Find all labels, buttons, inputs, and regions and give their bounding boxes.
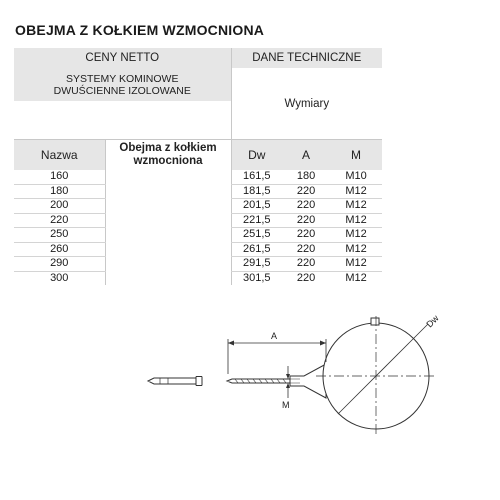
table-row [14,199,382,214]
cell-a: 220 [282,199,330,214]
cell-dw: 181,5 [231,184,282,199]
cell-name: 260 [14,242,105,257]
col-header-product [105,140,231,171]
cell-m: M12 [330,257,382,272]
table-row [14,184,382,199]
label-m: M [282,400,290,410]
price-table [14,48,382,285]
table-row [14,213,382,228]
cell-a: 220 [296,271,316,284]
cell-a: 180 [282,170,330,184]
section-prices-header: CENY NETTO [14,48,231,68]
col-header-a: A [282,140,330,171]
top-tab [371,318,379,325]
pin-shape [148,377,202,386]
col-header-product-line1: Obejma z kołkiem [119,142,217,154]
cell-name: 180 [14,184,105,199]
technical-drawing [0,300,500,500]
cell-product [105,228,231,243]
cell-a: 220 [282,213,330,228]
cell-m: M12 [330,242,382,257]
col-header-m: M [330,140,382,171]
table-row [14,257,382,272]
cell-product [105,242,231,257]
cell-a: 220 [282,184,330,199]
cell-product [105,213,231,228]
blank-cell [14,101,231,140]
cell-a: 220 [282,228,330,243]
threaded-rod [227,379,290,383]
group-label-line2: DWUŚCIENNE IZOLOWANE [53,84,191,97]
group-label-line1: SYSTEMY KOMINOWE [66,72,179,85]
section-technical-header: DANE TECHNICZNE [231,48,382,68]
cell-product [105,199,231,214]
cell-name: 300 [50,271,69,284]
cell-product [105,271,231,285]
cell-name: 220 [14,213,105,228]
cell-product [105,257,231,272]
cell-product [105,170,231,184]
cell-name: 200 [14,199,105,214]
label-a: A [271,331,278,341]
table-row [14,271,382,285]
table-body [14,170,382,285]
cell-a: 220 [282,257,330,272]
table-row [14,228,382,243]
cell-product [105,184,231,199]
cone-shape [290,364,326,398]
cell-m: M12 [330,199,382,214]
cell-m: M12 [345,271,367,284]
table-row [14,242,382,257]
cell-name: 250 [14,228,105,243]
cell-dw: 261,5 [231,242,282,257]
cell-name: 160 [14,170,105,184]
page-title: OBEJMA Z KOŁKIEM WZMOCNIONA [15,22,265,38]
cell-dw: 221,5 [231,213,282,228]
col-header-name: Nazwa [14,140,105,171]
dimensions-label: Wymiary [231,68,382,140]
col-header-product-line2: wzmocniona [133,155,203,167]
cell-m: M12 [330,184,382,199]
table-row [14,170,382,184]
cell-dw: 291,5 [231,257,282,272]
label-dw: Dw [424,313,441,330]
cell-a: 220 [282,242,330,257]
cell-dw: 201,5 [231,199,282,214]
cell-m: M10 [330,170,382,184]
col-header-dw: Dw [231,140,282,171]
cell-m: M12 [330,228,382,243]
cell-dw: 251,5 [231,228,282,243]
cell-m: M12 [330,213,382,228]
cell-name: 290 [14,257,105,272]
cell-dw: 161,5 [231,170,282,184]
group-label [14,68,231,101]
cell-dw: 301,5 [231,271,282,285]
